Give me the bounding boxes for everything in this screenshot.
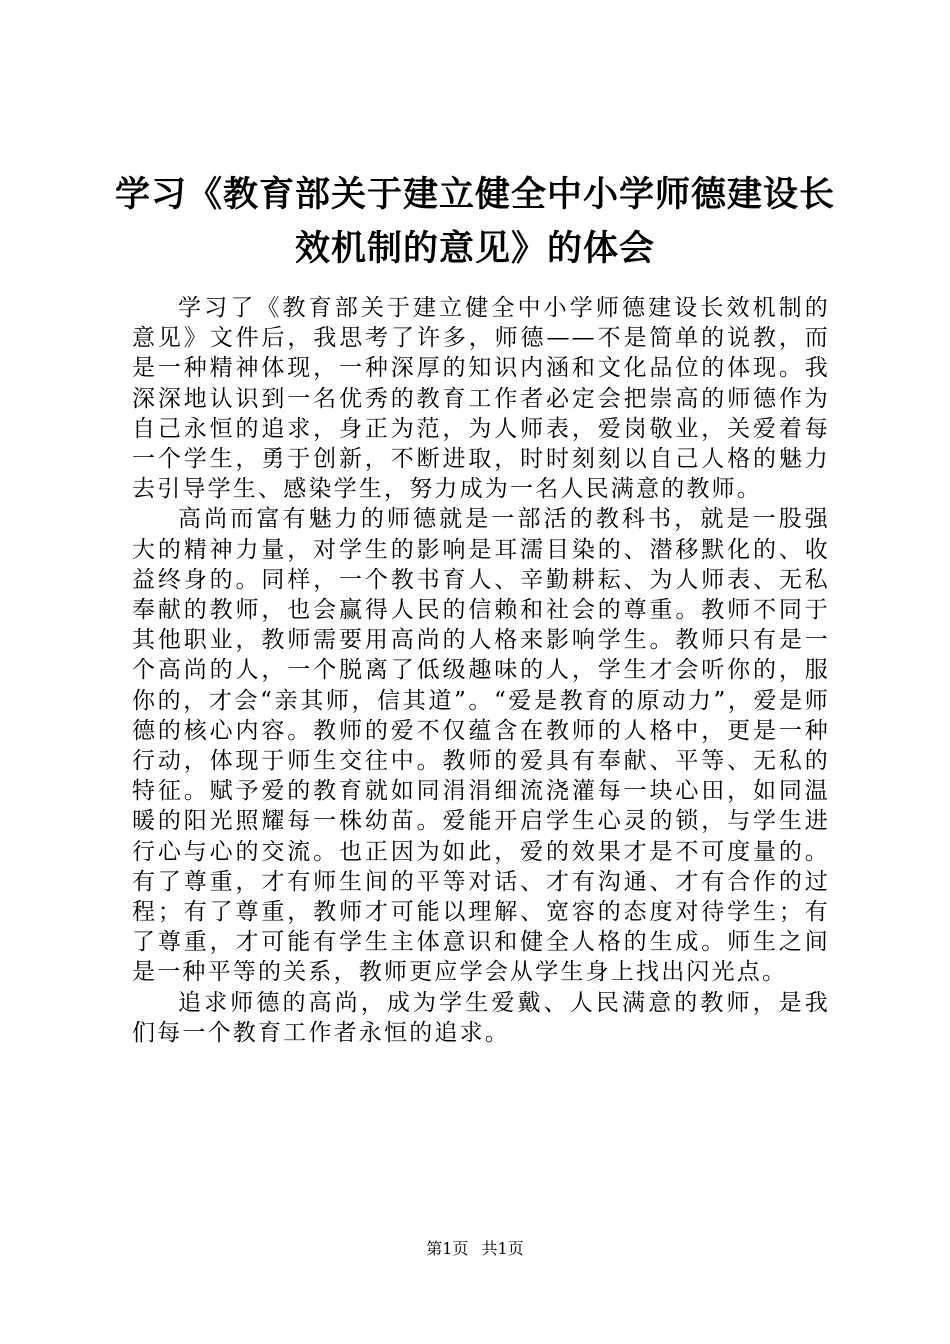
paragraph-3: 追求师德的高尚，成为学生爱戴、人民满意的教师，是我们每一个教育工作者永恒的追求。 [132, 989, 830, 1046]
document-title [100, 168, 850, 276]
document-body [132, 293, 830, 1048]
total-pages: 共1页 [481, 1239, 524, 1258]
title-line-2: 效机制的意见》的体会 [294, 229, 655, 269]
paragraph-2: 高尚而富有魅力的师德就是一部活的教科书，就是一股强大的精神力量，对学生的影响是耳濡目染的、潜移默化的、收益终身的。同样，一个教书育人、辛勤耕耘、为人师表、无私奉献的教师，也会赢得人民的信赖和社会的尊重。教师不同于其他职业，教师需要用高尚的人格来影响学生。教师只有是一个高尚的人，一个脱离了低级趣味的人，学生才会听你的，服你的，才会“亲其师，信其道”。“爱是教育的原动力”，爱是师德的核心内容。教师的爱不仅蕴含在教师的人格中，更是一种行动，体现于师生交往中。教师的爱具有奉献、平等、无私的特征。赋予爱的教育就如同涓涓细流浇灌每一块心田，如同温暖的阳光照耀每一株幼苗。爱能开启学生心灵的锁，与学生进行心与心的交流。也正因为如此，爱的效果才是不可度量的。有了尊重，才有师生间的平等对话、才有沟通、才有合作的过程；有了尊重，教师才可能以理解、宽容的态度对待学生；有了尊重，才可能有学生主体意识和健全人格的生成。师生之间是一种平等的关系，教师更应学会从学生身上找出闪光点。 [132, 506, 830, 986]
page-number: 第1页 [426, 1239, 469, 1258]
page-footer [0, 1238, 950, 1260]
paragraph-1: 学习了《教育部关于建立健全中小学师德建设长效机制的意见》文件后，我思考了许多，师德——不是简单的说教，而是一种精神体现，一种深厚的知识内涵和文化品位的体现。我深深地认识到一名优秀的教育工作者必定会把崇高的师德作为自己永恒的追求，身正为范，为人师表，爱岗敬业，关爱着每一个学生，勇于创新，不断进取，时时刻刻以自己人格的魅力去引导学生、感染学生，努力成为一名人民满意的教师。 [132, 295, 830, 503]
title-line-1: 学习《教育部关于建立健全中小学师德建设长 [114, 175, 835, 215]
